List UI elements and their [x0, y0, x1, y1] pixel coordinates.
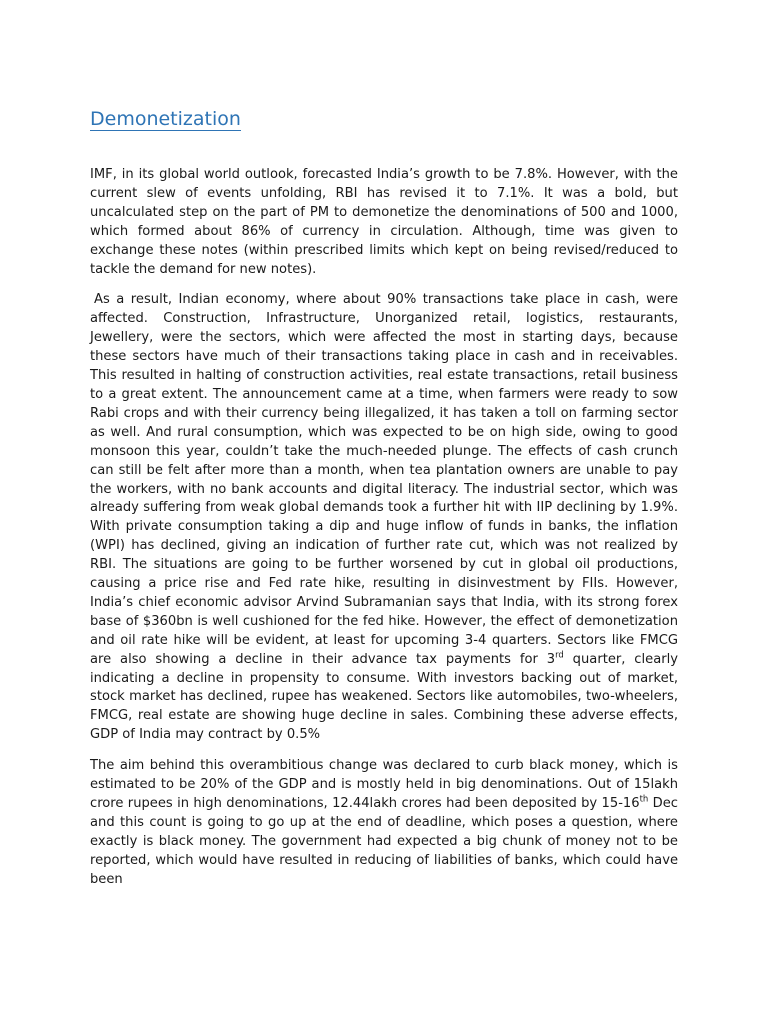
paragraph-2-text-a: As a result, Indian economy, where about 90% transactions take place in cash, were affected. Construction, Infrastructure, Unorganized retail, logistics, restaurants, Jewellery, were the sectors, which were affected the most in starting days, because these sectors have much of their transactions taking place in cash and in receivables. This resulted in halting of construction activities, real estate transactions, retail business to a great extent. The announcement came at a time, when farmers were ready to sow Rabi crops and with their currency being illegalized, it has taken a toll on farming sector as well. And rural consumption, which was expected to be on high side, owing to good monsoon this year, couldn’t take the much-needed plunge. The effects of cash crunch can still be felt after more than a month, when tea plantation owners are unable to pay the workers, with no bank accounts and digital literacy. The industrial sector, which was already suffering from weak global demands took a further hit with IIP declining by 1.9%. With private consumption taking a dip and huge inflow of funds in banks, the inflation (WPI) has declined, giving an indication of further rate cut, which was not realized by RBI. The situations are going to be further worsened by cut in global oil productions, causing a price rise and Fed rate hike, resulting in disinvestment by FIIs. However, India’s chief economic advisor Arvind Subramanian says that India, with its strong forex base of $360bn is well cushioned for the fed hike. However, the effect of demonetization and oil rate hike will be evident, at least for upcoming 3-4 quarters. Sectors like FMCG are also showing a decline in their advance tax payments for 3: [90, 292, 678, 667]
document-title: [90, 104, 678, 134]
paragraph-3-text-a: The aim behind this overambitious change was declared to curb black money, which is estimated to be 20% of the GDP and is mostly held in big denominations. Out of 15lakh crore rupees in high denominations, 12.44lakh crores had been deposited by 15-16: [90, 758, 678, 811]
paragraph-2: [90, 291, 678, 745]
paragraph-1: IMF, in its global world outlook, forecasted India’s growth to be 7.8%. However, with the current slew of events unfolding, RBI has revised it to 7.1%. It was a bold, but uncalculated step on the part of PM to demonetize the denominations of 500 and 1000, which formed about 86% of currency in circulation. Although, time was given to exchange these notes (within prescribed limits which kept on being revised/reduced to tackle the demand for new notes).: [90, 167, 678, 277]
paragraph-3-text-b: Dec and this count is going to go up at the end of deadline, which poses a question, where exactly is black money. The government had expected a big chunk of money not to be reported, which would have resulted in reducing of liabilities of banks, which could have been: [90, 796, 678, 887]
paragraph-3: [90, 757, 678, 889]
document-title-text: Demonetization: [90, 108, 241, 130]
document-page: [90, 104, 678, 902]
paragraph-2-text-b: quarter, clearly indicating a decline in propensity to consume. With investors backing out of market, stock market has declined, rupee has weakened. Sectors like automobiles, two-wheelers, FMCG, real estate are showing huge decline in sales. Combining these adverse effects, GDP of India may contract by 0.5%: [90, 651, 678, 743]
paragraph-2-superscript: rd: [555, 650, 564, 661]
paragraph-3-superscript: th: [639, 794, 649, 805]
